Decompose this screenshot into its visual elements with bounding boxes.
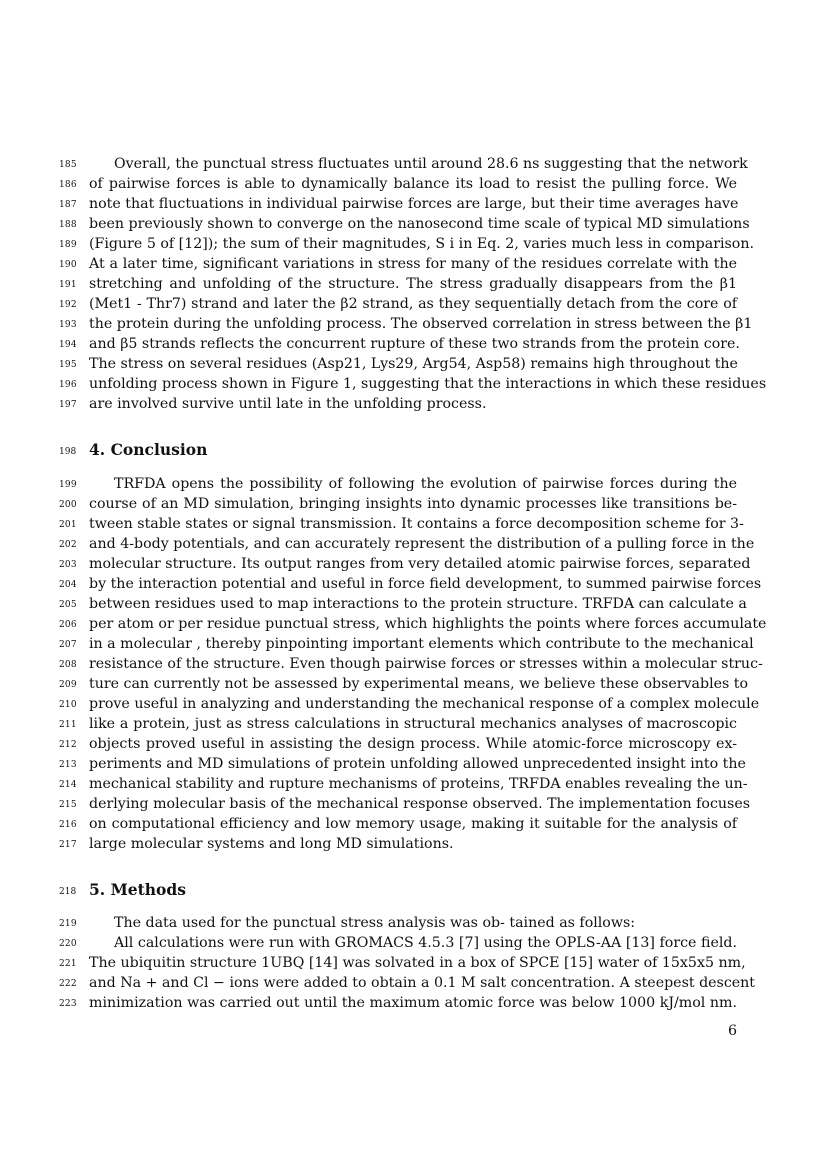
text-line-211 <box>59 714 737 734</box>
text-line-223 <box>59 993 737 1013</box>
line-number: 198 <box>59 447 77 457</box>
line-text: the protein during the unfolding process. The observed correlation in stress between the β1 <box>89 316 753 332</box>
line-number: 215 <box>59 800 77 810</box>
text-line-195 <box>59 354 738 374</box>
text-line-186 <box>59 174 737 194</box>
line-number: 204 <box>59 580 77 590</box>
line-number: 190 <box>59 260 77 270</box>
text-line-199 <box>59 474 737 494</box>
line-number: 220 <box>59 939 77 949</box>
line-text: objects proved useful in assisting the design process. While atomic-force microscopy ex- <box>89 736 737 752</box>
text-line-208 <box>59 654 763 674</box>
line-text: periments and MD simulations of protein unfolding allowed unprecedented insight into the <box>89 756 746 772</box>
line-number: 189 <box>59 240 77 250</box>
line-text: note that fluctuations in individual pairwise forces are large, but their time averages have <box>89 196 739 212</box>
page-number: 6 <box>727 1023 737 1039</box>
line-text: of pairwise forces is able to dynamically balance its load to resist the pulling force. We <box>89 176 737 192</box>
line-number: 214 <box>59 780 77 790</box>
text-line-203 <box>59 554 751 574</box>
line-number: 203 <box>59 560 77 570</box>
line-number: 186 <box>59 180 77 190</box>
text-line-213 <box>59 754 746 774</box>
text-line-206 <box>59 614 767 634</box>
line-text: minimization was carried out until the maximum atomic force was below 1000 kJ/mol nm. <box>89 995 737 1011</box>
line-number: 205 <box>59 600 77 610</box>
text-line-196 <box>59 374 767 394</box>
line-number: 196 <box>59 380 77 390</box>
line-text: tween stable states or signal transmission. It contains a force decomposition scheme for 3- <box>89 516 744 532</box>
line-number: 201 <box>59 520 77 530</box>
line-number: 222 <box>59 979 77 989</box>
line-text: ture can currently not be assessed by experimental means, we believe these observables to <box>89 676 749 692</box>
line-number: 185 <box>59 160 77 170</box>
text-line-190 <box>59 254 737 274</box>
line-text: (Met1 - Thr7) strand and later the β2 strand, as they sequentially detach from the core of <box>89 296 737 312</box>
line-text: per atom or per residue punctual stress, which highlights the points where forces accumulate <box>89 616 767 632</box>
line-text: All calculations were run with GROMACS 4.5.3 [7] using the OPLS-AA [13] force field. <box>114 935 737 951</box>
line-text: large molecular systems and long MD simulations. <box>89 836 454 852</box>
text-line-214 <box>59 774 748 794</box>
line-text: been previously shown to converge on the nanosecond time scale of typical MD simulations <box>89 216 750 232</box>
line-number: 200 <box>59 500 77 510</box>
text-line-205 <box>59 594 747 614</box>
line-text: The stress on several residues (Asp21, Lys29, Arg54, Asp58) remains high throughout the <box>89 356 738 372</box>
section-title: 5. Methods <box>89 880 186 899</box>
text-line-215 <box>59 794 751 814</box>
section-heading-conclusion <box>59 439 737 461</box>
line-text: molecular structure. Its output ranges from very detailed atomic pairwise forces, separated <box>89 556 751 572</box>
line-number: 212 <box>59 740 77 750</box>
line-text: like a protein, just as stress calculations in structural mechanics analyses of macroscopic <box>89 716 737 732</box>
text-line-192 <box>59 294 737 314</box>
line-text: on computational efficiency and low memory usage, making it suitable for the analysis of <box>89 816 737 832</box>
text-line-210 <box>59 694 760 714</box>
line-number: 208 <box>59 660 77 670</box>
line-number: 193 <box>59 320 77 330</box>
text-line-207 <box>59 634 754 654</box>
line-text: TRFDA opens the possibility of following the evolution of pairwise forces during the <box>114 476 737 492</box>
text-line-209 <box>59 674 749 694</box>
line-text: course of an MD simulation, bringing insights into dynamic processes like transitions be- <box>89 496 737 512</box>
line-text: and 4-body potentials, and can accurately represent the distribution of a pulling force in the <box>89 536 755 552</box>
text-line-202 <box>59 534 755 554</box>
text-line-221 <box>59 953 746 973</box>
line-text: and β5 strands reflects the concurrent rupture of these two strands from the protein core. <box>89 336 740 352</box>
line-number: 206 <box>59 620 77 630</box>
section-title: 4. Conclusion <box>89 440 208 459</box>
line-text: mechanical stability and rupture mechanisms of proteins, TRFDA enables revealing the un- <box>89 776 748 792</box>
line-text: are involved survive until late in the unfolding process. <box>89 396 487 412</box>
line-text: and Na + and Cl − ions were added to obtain a 0.1 M salt concentration. A steepest descent <box>89 975 756 991</box>
text-line-197 <box>59 394 737 414</box>
line-number: 211 <box>59 720 77 730</box>
text-line-189 <box>59 234 754 254</box>
line-number: 192 <box>59 300 77 310</box>
text-line-222 <box>59 973 756 993</box>
text-line-201 <box>59 514 744 534</box>
line-text: At a later time, significant variations in stress for many of the residues correlate with the <box>89 256 737 272</box>
text-line-217 <box>59 834 737 854</box>
text-line-188 <box>59 214 750 234</box>
text-line-193 <box>59 314 753 334</box>
line-number: 194 <box>59 340 77 350</box>
line-text: between residues used to map interactions to the protein structure. TRFDA can calculate a <box>89 596 747 612</box>
line-number: 188 <box>59 220 77 230</box>
text-line-219 <box>59 913 737 933</box>
line-number: 199 <box>59 480 77 490</box>
line-number: 195 <box>59 360 77 370</box>
line-number: 216 <box>59 820 77 830</box>
line-number: 207 <box>59 640 77 650</box>
text-line-200 <box>59 494 737 514</box>
text-line-212 <box>59 734 737 754</box>
text-line-204 <box>59 574 762 594</box>
line-number: 210 <box>59 700 77 710</box>
text-line-216 <box>59 814 737 834</box>
line-number: 223 <box>59 999 77 1009</box>
line-text: (Figure 5 of [12]); the sum of their magnitudes, S i in Eq. 2, varies much less in comparison. <box>89 236 754 252</box>
line-number: 197 <box>59 400 77 410</box>
line-text: by the interaction potential and useful in force field development, to summed pairwise forces <box>89 576 762 592</box>
line-text: resistance of the structure. Even though pairwise forces or stresses within a molecular struc- <box>89 656 763 672</box>
section-heading-methods <box>59 879 737 901</box>
line-number: 221 <box>59 959 77 969</box>
text-line-220 <box>59 933 737 953</box>
line-text: in a molecular , thereby pinpointing important elements which contribute to the mechanical <box>89 636 754 652</box>
line-text: Overall, the punctual stress fluctuates until around 28.6 ns suggesting that the network <box>114 156 748 172</box>
text-line-187 <box>59 194 739 214</box>
line-number: 219 <box>59 919 77 929</box>
line-number: 209 <box>59 680 77 690</box>
line-text: prove useful in analyzing and understanding the mechanical response of a complex molecule <box>89 696 760 712</box>
line-number: 218 <box>59 887 77 897</box>
line-text: The data used for the punctual stress analysis was ob- tained as follows: <box>114 915 636 931</box>
line-text: The ubiquitin structure 1UBQ [14] was solvated in a box of SPCE [15] water of 15x5x5 nm, <box>89 955 746 971</box>
line-number: 213 <box>59 760 77 770</box>
line-number: 187 <box>59 200 77 210</box>
line-number: 217 <box>59 840 77 850</box>
line-text: stretching and unfolding of the structure. The stress gradually disappears from the β1 <box>89 276 737 292</box>
line-text: derlying molecular basis of the mechanical response observed. The implementation focuses <box>89 796 751 812</box>
text-line-185 <box>59 154 748 174</box>
text-line-191 <box>59 274 737 294</box>
line-number: 202 <box>59 540 77 550</box>
line-number: 191 <box>59 280 77 290</box>
text-line-194 <box>59 334 740 354</box>
line-text: unfolding process shown in Figure 1, suggesting that the interactions in which these residues <box>89 376 767 392</box>
